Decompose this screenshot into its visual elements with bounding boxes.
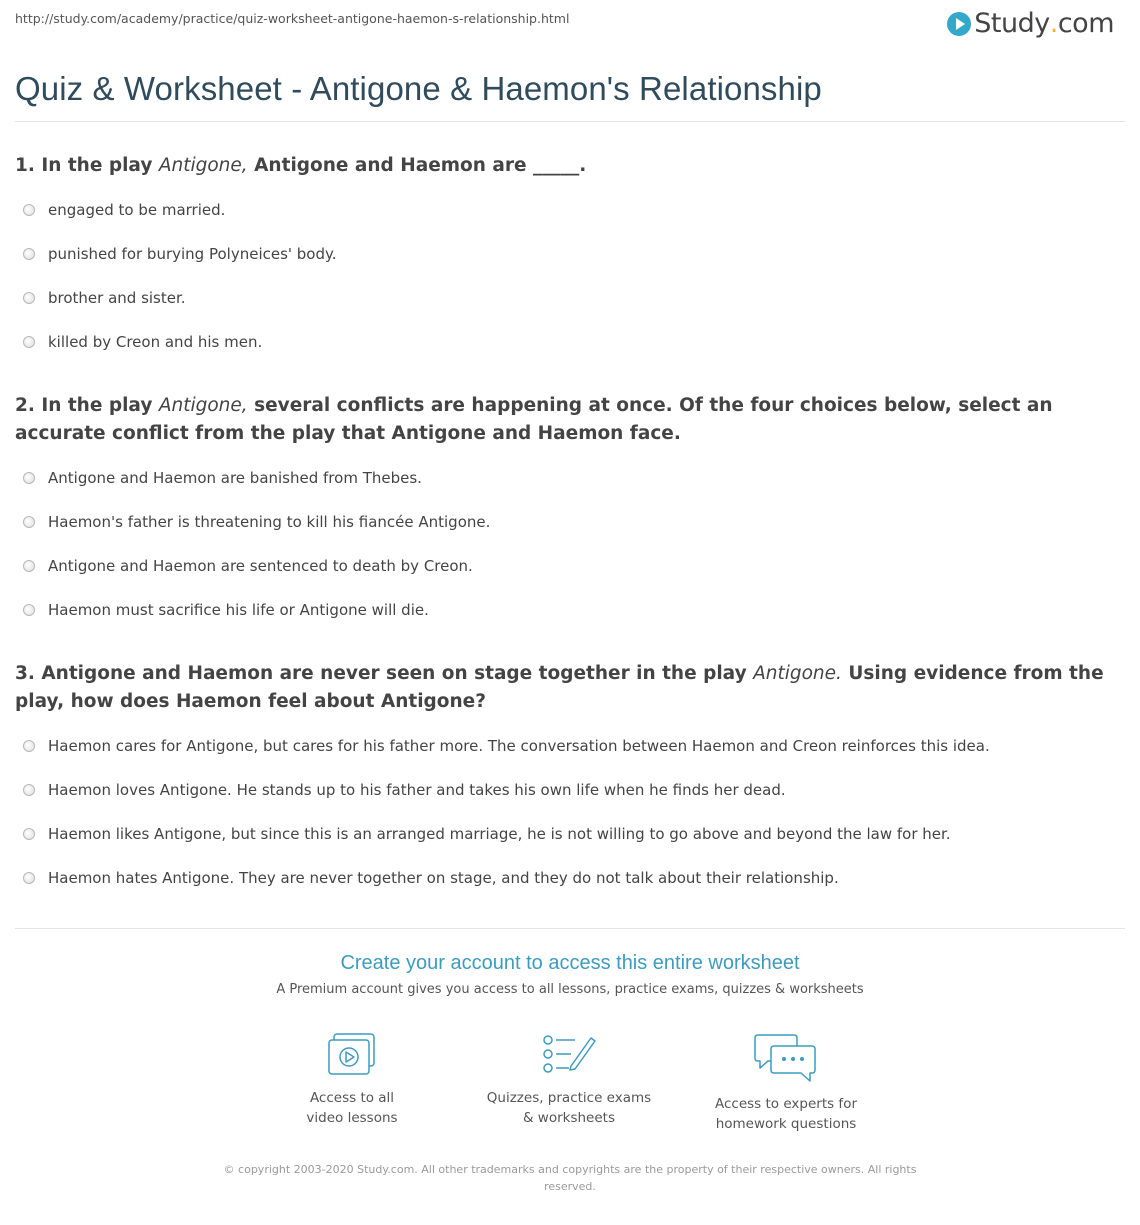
feature-video-lessons	[252, 1032, 452, 1128]
question-2-text: 2. In the play Antigone, several conflicts are happening at once. Of the four choices below, select an accurate conflict from the play that Antigone and Haemon face.	[15, 395, 1053, 444]
play-circle-icon	[947, 12, 971, 36]
copyright-footer: © copyright 2003-2020 Study.com. All other trademarks and copyrights are the property of their respective owners. All rights reserved.	[223, 1163, 917, 1193]
page-title: Quiz & Worksheet - Antigone & Haemon's Relationship	[15, 70, 822, 107]
radio-button[interactable]	[23, 604, 35, 616]
choice-label: brother and sister.	[48, 289, 186, 307]
radio-button[interactable]	[23, 828, 35, 840]
answer-choice[interactable]	[15, 588, 1125, 632]
choice-label: Haemon likes Antigone, but since this is an arranged marriage, he is not willing to go above and beyond the law for her.	[48, 825, 951, 843]
feature-line2: & worksheets	[522, 1110, 615, 1126]
choice-label: Antigone and Haemon are sentenced to death by Creon.	[48, 557, 473, 575]
radio-button[interactable]	[23, 336, 35, 348]
radio-button[interactable]	[23, 248, 35, 260]
question-1	[15, 152, 1125, 364]
choice-label: Haemon hates Antigone. They are never together on stage, and they do not talk about their relationship.	[48, 869, 839, 887]
answer-choice[interactable]	[15, 544, 1125, 588]
radio-button[interactable]	[23, 292, 35, 304]
page-url[interactable]: http://study.com/academy/practice/quiz-worksheet-antigone-haemon-s-relationship.html	[15, 11, 570, 26]
answer-choice[interactable]	[15, 188, 1125, 232]
answer-choice[interactable]	[15, 768, 1125, 812]
answer-choice[interactable]	[15, 856, 1125, 900]
feature-line2: video lessons	[306, 1110, 398, 1126]
feature-line1: Access to experts for	[714, 1096, 857, 1112]
chat-bubbles-icon	[754, 1032, 818, 1084]
radio-button[interactable]	[23, 204, 35, 216]
answer-choice[interactable]	[15, 276, 1125, 320]
choice-label: killed by Creon and his men.	[48, 333, 263, 351]
cta-subtitle: A Premium account gives you access to all lessons, practice exams, quizzes & worksheets	[276, 982, 864, 997]
feature-line1: Access to all	[309, 1090, 395, 1106]
question-1-text: 1. In the play Antigone, Antigone and Haemon are _____.	[15, 155, 587, 176]
radio-button[interactable]	[23, 872, 35, 884]
video-lessons-icon	[326, 1032, 378, 1078]
study-logo[interactable]	[947, 8, 1114, 39]
top-bar	[0, 0, 1140, 58]
choice-label: punished for burying Polyneices' body.	[48, 245, 337, 263]
answer-choice[interactable]	[15, 500, 1125, 544]
logo-tld: com	[1057, 8, 1114, 39]
choice-label: Antigone and Haemon are banished from Thebes.	[48, 469, 422, 487]
cta-title[interactable]: Create your account to access this entire worksheet	[340, 952, 800, 974]
logo-name: Study	[974, 8, 1050, 39]
choice-label: Haemon cares for Antigone, but cares for his father more. The conversation between Haemon and Creon reinforces this idea.	[48, 737, 990, 755]
choice-label: Haemon must sacrifice his life or Antigone will die.	[48, 601, 429, 619]
feature-experts	[686, 1032, 886, 1134]
radio-button[interactable]	[23, 740, 35, 752]
choice-label: Haemon's father is threatening to kill his fiancée Antigone.	[48, 513, 491, 531]
radio-button[interactable]	[23, 472, 35, 484]
question-3	[15, 660, 1125, 900]
cta-divider	[15, 928, 1125, 929]
answer-choice[interactable]	[15, 232, 1125, 276]
radio-button[interactable]	[23, 516, 35, 528]
question-3-text: 3. Antigone and Haemon are never seen on stage together in the play Antigone. Using evidence from the play, how does Haemon feel about Antigone?	[15, 663, 1104, 712]
feature-quizzes	[469, 1032, 669, 1128]
logo-dot: .	[1049, 8, 1058, 39]
answer-choice[interactable]	[15, 812, 1125, 856]
answer-choice[interactable]	[15, 320, 1125, 364]
quiz-checklist-icon	[541, 1032, 597, 1078]
answer-choice[interactable]	[15, 724, 1125, 768]
choice-label: engaged to be married.	[48, 201, 226, 219]
answer-choice[interactable]	[15, 456, 1125, 500]
feature-line1: Quizzes, practice exams	[486, 1090, 652, 1106]
question-2	[15, 392, 1125, 632]
feature-line2: homework questions	[715, 1116, 857, 1132]
choice-label: Haemon loves Antigone. He stands up to his father and takes his own life when he finds her dead.	[48, 781, 786, 799]
title-divider	[15, 121, 1125, 122]
radio-button[interactable]	[23, 560, 35, 572]
radio-button[interactable]	[23, 784, 35, 796]
